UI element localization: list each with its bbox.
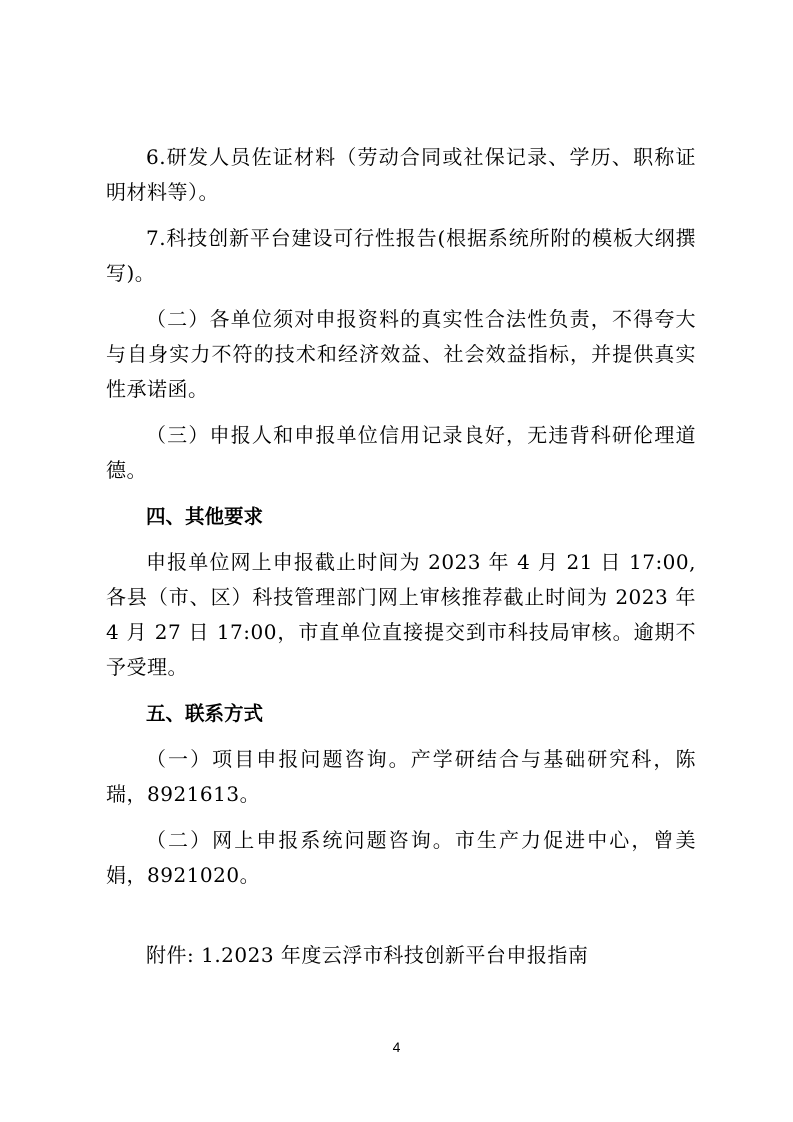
paragraph-contact-system: （二）网上申报系统问题咨询。市生产力促进中心，曾美娟，8921020。 [106,828,696,887]
paragraph-contact-project: （一）项目申报问题咨询。产学研结合与基础研究科，陈瑞，8921613。 [106,747,696,806]
heading-contact-info: 五、联系方式 [146,702,264,725]
blank-line [106,904,696,938]
paragraph-item-7: 7.科技创新平台建设可行性报告(根据系统所附的模板大纲撰写)。 [106,226,696,285]
paragraph-item-6: 6.研发人员佐证材料（劳动合同或社保记录、学历、职称证明材料等）。 [106,145,696,204]
paragraph-section-2: （二）各单位须对申报资料的真实性合法性负责，不得夸大与自身实力不符的技术和经济效益、社会效益指标，并提供真实性承诺函。 [106,307,696,401]
document-body [106,140,696,984]
attachment-line: 附件: 1.2023 年度云浮市科技创新平台申报指南 [146,943,589,967]
page-number: 4 [392,1039,401,1055]
paragraph-section-3: （三）申报人和申报单位信用记录良好，无违背科研伦理道德。 [106,423,696,482]
paragraph-deadline: 申报单位网上申报截止时间为 2023 年 4 月 21 日 17:00,各县（市、区）科技管理部门网上审核推荐截止时间为 2023 年 4 月 27 日 17:00，市直单位直接提交到市科技局审核。逾期不予受理。 [106,550,696,679]
heading-other-requirements: 四、其他要求 [146,505,264,528]
